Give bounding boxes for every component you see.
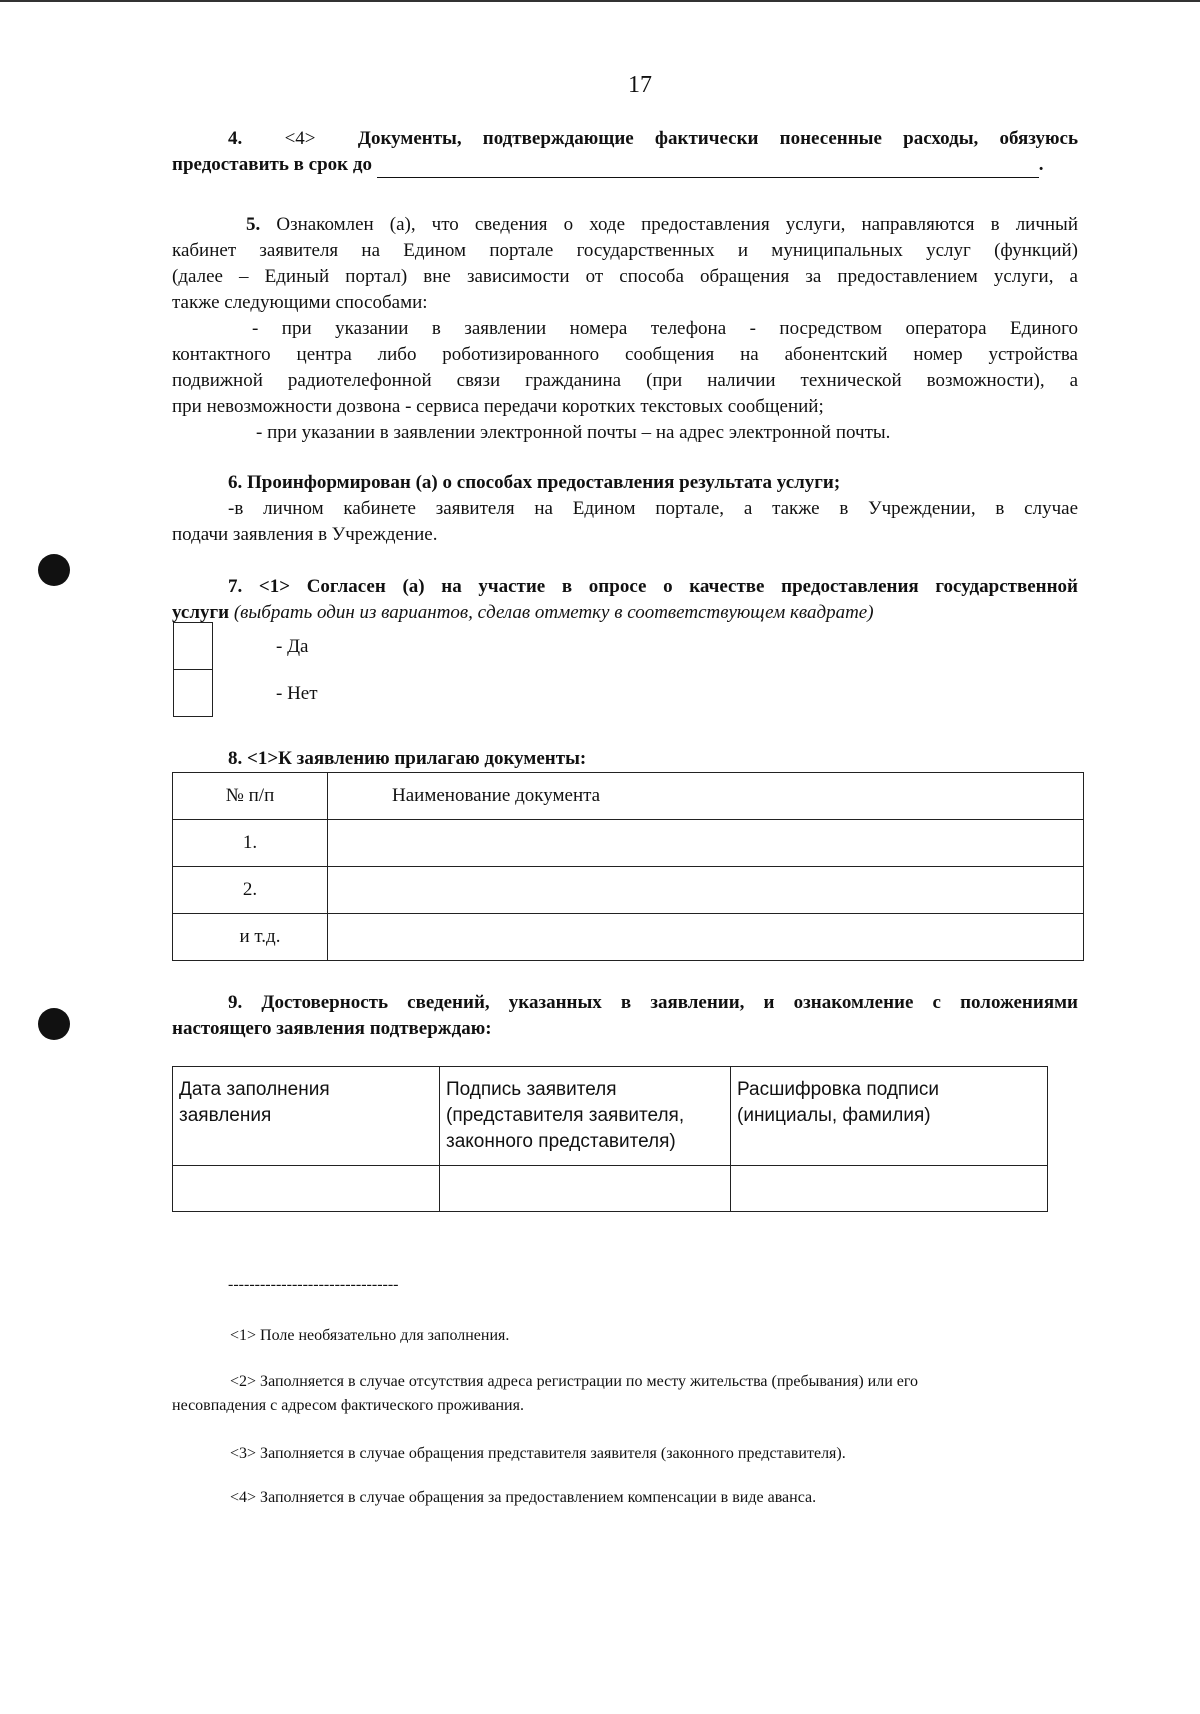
section-6 (172, 470, 1078, 548)
survey-no-label: - Нет (276, 683, 318, 704)
date-header (173, 1067, 440, 1166)
section-7-title-end: услуги (172, 602, 230, 623)
section-9-title-end: настоящего заявления подтверждаю: (172, 1018, 492, 1039)
decoding-cell[interactable] (731, 1166, 1048, 1212)
survey-yes-checkbox[interactable] (173, 622, 213, 670)
table-row (173, 820, 1084, 867)
signature-header (440, 1067, 731, 1166)
footnote-2-line: <2> Заполняется в случае отсутствия адреса регистрации по месту жительства (пребывания) или его (230, 1373, 919, 1390)
section-5-line: - при указании в заявлении электронной почты – на адрес электронной почты. (256, 422, 891, 443)
confirmation-input-row (173, 1166, 1048, 1212)
punch-hole-bottom (38, 1008, 70, 1040)
document-name-cell[interactable] (328, 820, 1084, 867)
section-7-line-2 (172, 600, 1078, 626)
row-number: 1. (173, 820, 328, 867)
section-4-period: . (1038, 154, 1044, 175)
scan-top-edge (0, 0, 1200, 2)
section-9-title: 9. Достоверность сведений, указанных в заявлении, и ознакомление с положениями (228, 992, 1078, 1013)
section-5-line (172, 212, 1078, 238)
section-5-line: также следующими способами: (172, 292, 428, 313)
section-5-line: - при указании в заявлении номера телефона - посредством оператора Единого (252, 318, 1078, 339)
section-6-title: 6. Проинформирован (а) о способах предоставления результата услуги; (228, 472, 841, 493)
punch-hole-top (38, 554, 70, 586)
col-number-header: № п/п (173, 773, 328, 820)
section-4 (172, 126, 1078, 178)
footnote-1: <1> Поле необязательно для заполнения. (230, 1327, 510, 1344)
section-7-title: 7. <1> Согласен (а) на участие в опросе о качестве предоставления государственной (228, 576, 1078, 597)
section-4-number: 4. (228, 128, 243, 149)
footnote-3: <3> Заполняется в случае обращения представителя заявителя (законного представителя). (230, 1445, 846, 1462)
section-8-title: 8. <1>К заявлению прилагаю документы: (228, 748, 587, 769)
section-4-line-2 (172, 152, 1078, 178)
section-4-deadline-label: предоставить в срок до (172, 154, 372, 175)
document-name-cell[interactable] (328, 867, 1084, 914)
date-header-line: заявления (179, 1105, 272, 1126)
section-4-line-1 (172, 126, 1078, 152)
footnote-4: <4> Заполняется в случае обращения за предоставлением компенсации в виде аванса. (230, 1489, 817, 1506)
confirmation-header-row (173, 1067, 1048, 1166)
date-cell[interactable] (173, 1166, 440, 1212)
signature-cell[interactable] (440, 1166, 731, 1212)
section-5-line: (далее – Единый портал) вне зависимости от способа обращения за предоставлением услуги, а (172, 266, 1078, 287)
section-5-number: 5. (246, 214, 261, 235)
signature-header-line: законного представителя) (446, 1131, 676, 1152)
section-4-mark: <4> (284, 128, 316, 149)
section-5-line: контактного центра либо роботизированного сообщения на абонентский номер устройства (172, 344, 1078, 365)
row-number: 2. (173, 867, 328, 914)
row-number: и т.д. (173, 914, 328, 961)
section-6-line: -в личном кабинете заявителя на Едином портале, а также в Учреждении, в случае (228, 498, 1078, 519)
survey-no-checkbox[interactable] (173, 669, 213, 717)
decoding-header-line: (инициалы, фамилия) (737, 1105, 931, 1126)
section-5-line: кабинет заявителя на Едином портале государственных и муниципальных услуг (функций) (172, 240, 1078, 261)
section-6-line: подачи заявления в Учреждение. (172, 524, 438, 545)
signature-header-line: Подпись заявителя (446, 1079, 617, 1100)
section-4-text: Документы, подтверждающие фактически понесенные расходы, обязуюсь (357, 128, 1079, 149)
section-9 (172, 990, 1078, 1042)
table-row (173, 914, 1084, 961)
section-5-text: Ознакомлен (а), что сведения о ходе предоставления услуги, направляются в личный (276, 214, 1078, 235)
section-5 (172, 212, 1078, 446)
deadline-field[interactable] (377, 159, 1039, 178)
date-header-line: Дата заполнения (179, 1079, 330, 1100)
decoding-header (731, 1067, 1048, 1166)
col-name-header (328, 773, 1084, 820)
section-7 (172, 574, 1078, 626)
table-row (173, 867, 1084, 914)
page-number: 17 (628, 72, 652, 98)
confirmation-table (172, 1066, 1048, 1212)
section-7-hint: (выбрать один из вариантов, сделав отметку в соответствующем квадрате) (233, 602, 874, 623)
section-5-line: при невозможности дозвона - сервиса передачи коротких текстовых сообщений; (172, 396, 824, 417)
footnote-2-line: несовпадения с адресом фактического проживания. (172, 1397, 524, 1414)
decoding-header-line: Расшифровка подписи (737, 1079, 939, 1100)
signature-header-line: (представителя заявителя, (446, 1105, 685, 1126)
footnote-2 (172, 1370, 1122, 1418)
document-name-cell[interactable] (328, 914, 1084, 961)
col-name-header-text: Наименование документа (392, 785, 601, 806)
section-5-line: подвижной радиотелефонной связи гражданина (при наличии технической возможности), а (172, 370, 1078, 391)
survey-yes-label: - Да (276, 636, 309, 657)
documents-table (172, 772, 1084, 961)
footnote-separator: -------------------------------- (228, 1276, 399, 1293)
table-header-row (173, 773, 1084, 820)
